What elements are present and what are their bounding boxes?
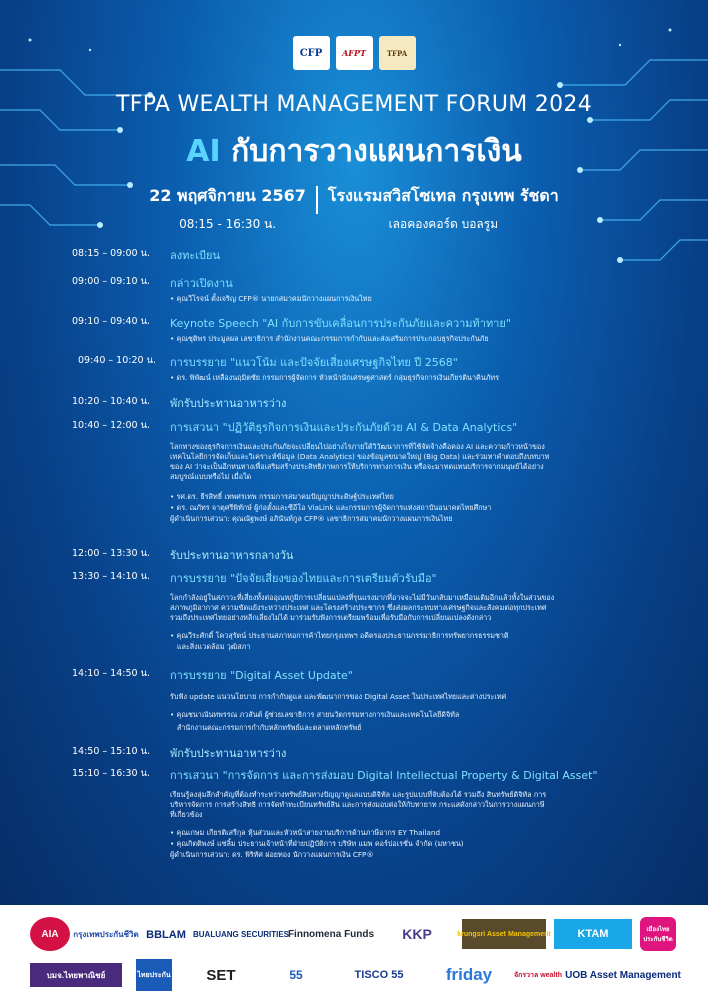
agenda-line: • รศ.ดร. ธีรสิทธิ์ เทพศรเทพ กรรมการสมาคมปัญญาประดิษฐ์ประเทศไทย xyxy=(170,492,394,501)
agenda-time: 09:00 – 09:10 น. xyxy=(72,276,151,287)
agenda-title: การเสวนา "การจัดการ และการส่งมอบ Digital Intellectual Property & Digital Asset" xyxy=(170,769,598,782)
agenda-line: • ดร. พิพัฒน์ เหลืองนฤมิตชัย กรรมการผู้จัดการ หัวหน้านักเศรษฐศาสตร์ กลุ่มธุรกิจการเงินเกียรตินาคินภัทร xyxy=(170,373,500,382)
krungsri-logo: krungsri Asset Management xyxy=(462,919,546,949)
agenda-time: 14:50 – 15:10 น. xyxy=(72,746,151,757)
agenda-line: โลกทางของธุรกิจการเงินและประกันภัยจะเปลี่ยนไปอย่างไรภายใต้วิวัฒนาการที่ใช้จัดจ้างคือคอง AI และความก้าวหน้าของ xyxy=(170,442,545,451)
kkp-logo: KKP xyxy=(402,926,432,942)
sponsor-strip xyxy=(0,905,708,1000)
event-venue: โรงแรมสวิสโซเทล กรุงเทพ รัชดา xyxy=(327,186,559,205)
agenda-line: • คุณกิตติพงษ์ แซ่ลิ้ม ประธานเจ้าหน้าที่ฝ่ายปฏิบัติการ บริษัท แมพ คอร์ปอเรชั่น จำกัด (มหาชน) xyxy=(170,839,464,848)
agenda-time: 15:10 – 16:30 น. xyxy=(72,768,151,779)
date-venue-row xyxy=(0,184,708,234)
agenda-time: 13:30 – 14:10 น. xyxy=(72,571,151,582)
agenda-time: 10:20 – 10:40 น. xyxy=(72,396,151,407)
agenda-line: สมบูรณ์แบบหรือไม่ เมื่อใด xyxy=(170,472,252,481)
agenda-title: พักรับประทานอาหารว่าง xyxy=(170,747,287,760)
agenda-line: บริหารจัดการ การสร้างสิทธิ การจัดทำทะเบียนทรัพย์สิน และการส่งมอบต่อให้กับทายาท กระแสดังกล่าวในการวางแผนภาษี xyxy=(170,800,545,809)
agenda-time: 12:00 – 13:30 น. xyxy=(72,548,151,559)
bualuang-logo: BUALUANG SECURITIES xyxy=(193,929,290,939)
agenda-line: • คุณวีระศักดิ์ โควสุรัตน์ ประธานสภาหอการค้าไทยกรุงเทพฯ อดีตรองประธานกรรมาธิการทรัพยากรธรรมชาติ xyxy=(170,631,509,640)
agenda-line: • ดร. ณภัทร จาตุศรีพิทักษ์ ผู้ก่อตั้งและซีอีโอ ViaLink และกรรมการผู้จัดการแห่งสถาบันอนาคตไทยศึกษา xyxy=(170,503,492,512)
muangthai-logo: เมืองไทยประกันชีวิต xyxy=(640,917,676,951)
agenda-line: โลกกำลังอยู่ในสภาวะที่เสี่ยงทั้งต่ออุณหภูมิการเปลี่ยนแปลงที่รุนแรงมากที่อาจจะไม่มีวันกลับมาเหมือนเดิมอีกแล้วทั้งในส่วนของ xyxy=(170,593,555,602)
agenda-title: ลงทะเบียน xyxy=(170,249,220,262)
anniversary-logo: 55 xyxy=(289,968,303,982)
event-subtitle xyxy=(0,128,708,175)
agenda-title: การบรรยาย "Digital Asset Update" xyxy=(170,669,353,682)
agenda-line: สภาพภูมิอากาศ ความขัดแย้งระหว่างประเทศ และโครงสร้างประชากร ซึ่งส่งผลกระทบทางเศรษฐกิจและสังคมต่อทุกประเทศ xyxy=(170,603,547,612)
friday-logo: friday xyxy=(445,965,493,984)
agenda-title: รับประทานอาหารกลางวัน xyxy=(170,549,294,562)
agenda-title: พักรับประทานอาหารว่าง xyxy=(170,397,287,410)
uob-logo: UOB Asset Management xyxy=(565,969,681,981)
agenda-time: 10:40 – 12:00 น. xyxy=(72,420,151,431)
agenda-line: และสิ่งแวดล้อม วุฒิสภา xyxy=(170,642,251,651)
agenda-line: รวมถึงประเทศไทยอย่างหลีกเลี่ยงไม่ได้ มาร่วมรับฟังการเตรียมพร้อมเพื่อรับมือกับการเปลี่ยนแปลงดังกล่าว xyxy=(170,613,492,622)
agenda-line: • คุณวีโรจน์ ตั้งเจริญ CFP® นายกสมาคมนักวางแผนการเงินไทย xyxy=(170,294,372,303)
agenda-time: 08:15 – 09:00 น. xyxy=(72,248,151,259)
agenda-line: รับฟัง update แนวนโยบาย การกำกับดูแล และพัฒนาการของ Digital Asset ในประเทศไทยและต่างประเทศ xyxy=(170,692,507,701)
agenda-line: • คุณเกษม เกียรติเสรีกุล หุ้นส่วนและหัวหน้าสายงานบริการด้านภาษีอากร EY Thailand xyxy=(170,828,441,837)
event-time: 08:15 - 16:30 น. xyxy=(179,217,277,231)
event-date: 22 พฤศจิกายน 2567 xyxy=(149,186,306,205)
afpt-logo: AFPT xyxy=(336,36,373,70)
agenda-line: • คุณชุติพร ประมูลผล เลขาธิการ สำนักงานคณะกรรมการกำกับและส่งเสริมการประกอบธุรกิจประกันภัย xyxy=(170,334,489,343)
finnomena-logo: Finnomena Funds xyxy=(287,928,375,940)
event-room: เลอคองคอร์ด บอลรูม xyxy=(388,217,499,231)
agenda-time: 09:40 – 10:20 น. xyxy=(78,355,157,366)
scb-logo: บมจ.ไทยพาณิชย์ xyxy=(30,963,122,987)
agenda-line: สำนักงานคณะกรรมการกำกับหลักทรัพย์และตลาดหลักทรัพย์ xyxy=(170,723,362,732)
agenda-title: การบรรยาย "แนวโน้ม และปัจจัยเสี่ยงเศรษฐกิจไทย ปี 2568" xyxy=(170,356,458,369)
cfp-logo: CFP xyxy=(293,36,330,70)
agenda-line: • คุณชนาณันทพรรณ ภวสันต์ ผู้ช่วยเลขาธิการ สายนวัตกรรมทางการเงินและเทคโนโลยีดิจิทัล xyxy=(170,710,460,719)
ktam-logo: KTAM xyxy=(554,919,632,949)
agenda-line: ของ AI ว่าจะเป็นอีกหนทางเพื่อเสริมสร้างประสิทธิภาพการให้บริการทางการเงิน หรือจะมาทดแทนบริการจากมนุษย์ได้อย่าง xyxy=(170,462,544,471)
agenda-title: Keynote Speech "AI กับการขับเคลื่อนการประกันภัยและความท้าทาย" xyxy=(170,317,511,330)
agenda-time: 09:10 – 09:40 น. xyxy=(72,316,151,327)
agenda-title: กล่าวเปิดงาน xyxy=(170,277,233,290)
aia-logo: AIA xyxy=(30,917,70,951)
thai-insurance-logo: ไทยประกัน xyxy=(136,959,172,991)
wealth-logo: จักรวาล wealth xyxy=(514,971,562,979)
bangkok-life-logo: กรุงเทพประกันชีวิต xyxy=(73,929,139,939)
tisco-logo: TISCO 55 xyxy=(354,969,404,981)
agenda-title: การเสวนา "ปฏิวัติธุรกิจการเงินและประกันภัยด้วย AI & Data Analytics" xyxy=(170,421,518,434)
tfpa-logo: TFPA xyxy=(379,36,416,70)
subtitle-ai: AI xyxy=(186,134,221,169)
agenda-time: 14:10 – 14:50 น. xyxy=(72,668,151,679)
subtitle-rest: กับการวางแผนการเงิน xyxy=(231,134,522,169)
set-logo: SET xyxy=(206,966,236,984)
agenda-line: ที่เกี่ยวข้อง xyxy=(170,810,203,819)
bblam-logo: BBLAM xyxy=(146,929,186,941)
agenda-line: ผู้ดำเนินการเสวนา: คุณณัฐพงษ์ อภินันท์กูล CFP® เลขาธิการสมาคมนักวางแผนการเงินไทย xyxy=(170,514,453,523)
agenda-line: เทคโนโลยีการจัดเก็บและวิเคราะห์ข้อมูล (Data Analytics) ของข้อมูลขนาดใหญ่ (Big Data) และร่วมหาคำตอบถึงบทบาท xyxy=(170,452,550,461)
agenda-line: เรียนรู้ลงลุ่มลึกสำคัญที่ต้องทำระหว่างทรัพย์สินทางปัญญาดูแลแบบดิจิทัล และรูปแบบที่จับต้องได้ รวมถึง สินทรัพย์ดิจิทัล การ xyxy=(170,790,547,799)
header-logos xyxy=(0,36,708,70)
agenda-line: ผู้ดำเนินการเสวนา: ดร. พิริทัศ ฝอยทอง นักวางแผนการเงิน CFP® xyxy=(170,850,374,859)
agenda-title: การบรรยาย "ปัจจัยเสี่ยงของไทยและการเตรียมตัวรับมือ" xyxy=(170,572,437,585)
event-title: TFPA WEALTH MANAGEMENT FORUM 2024 xyxy=(116,92,592,117)
